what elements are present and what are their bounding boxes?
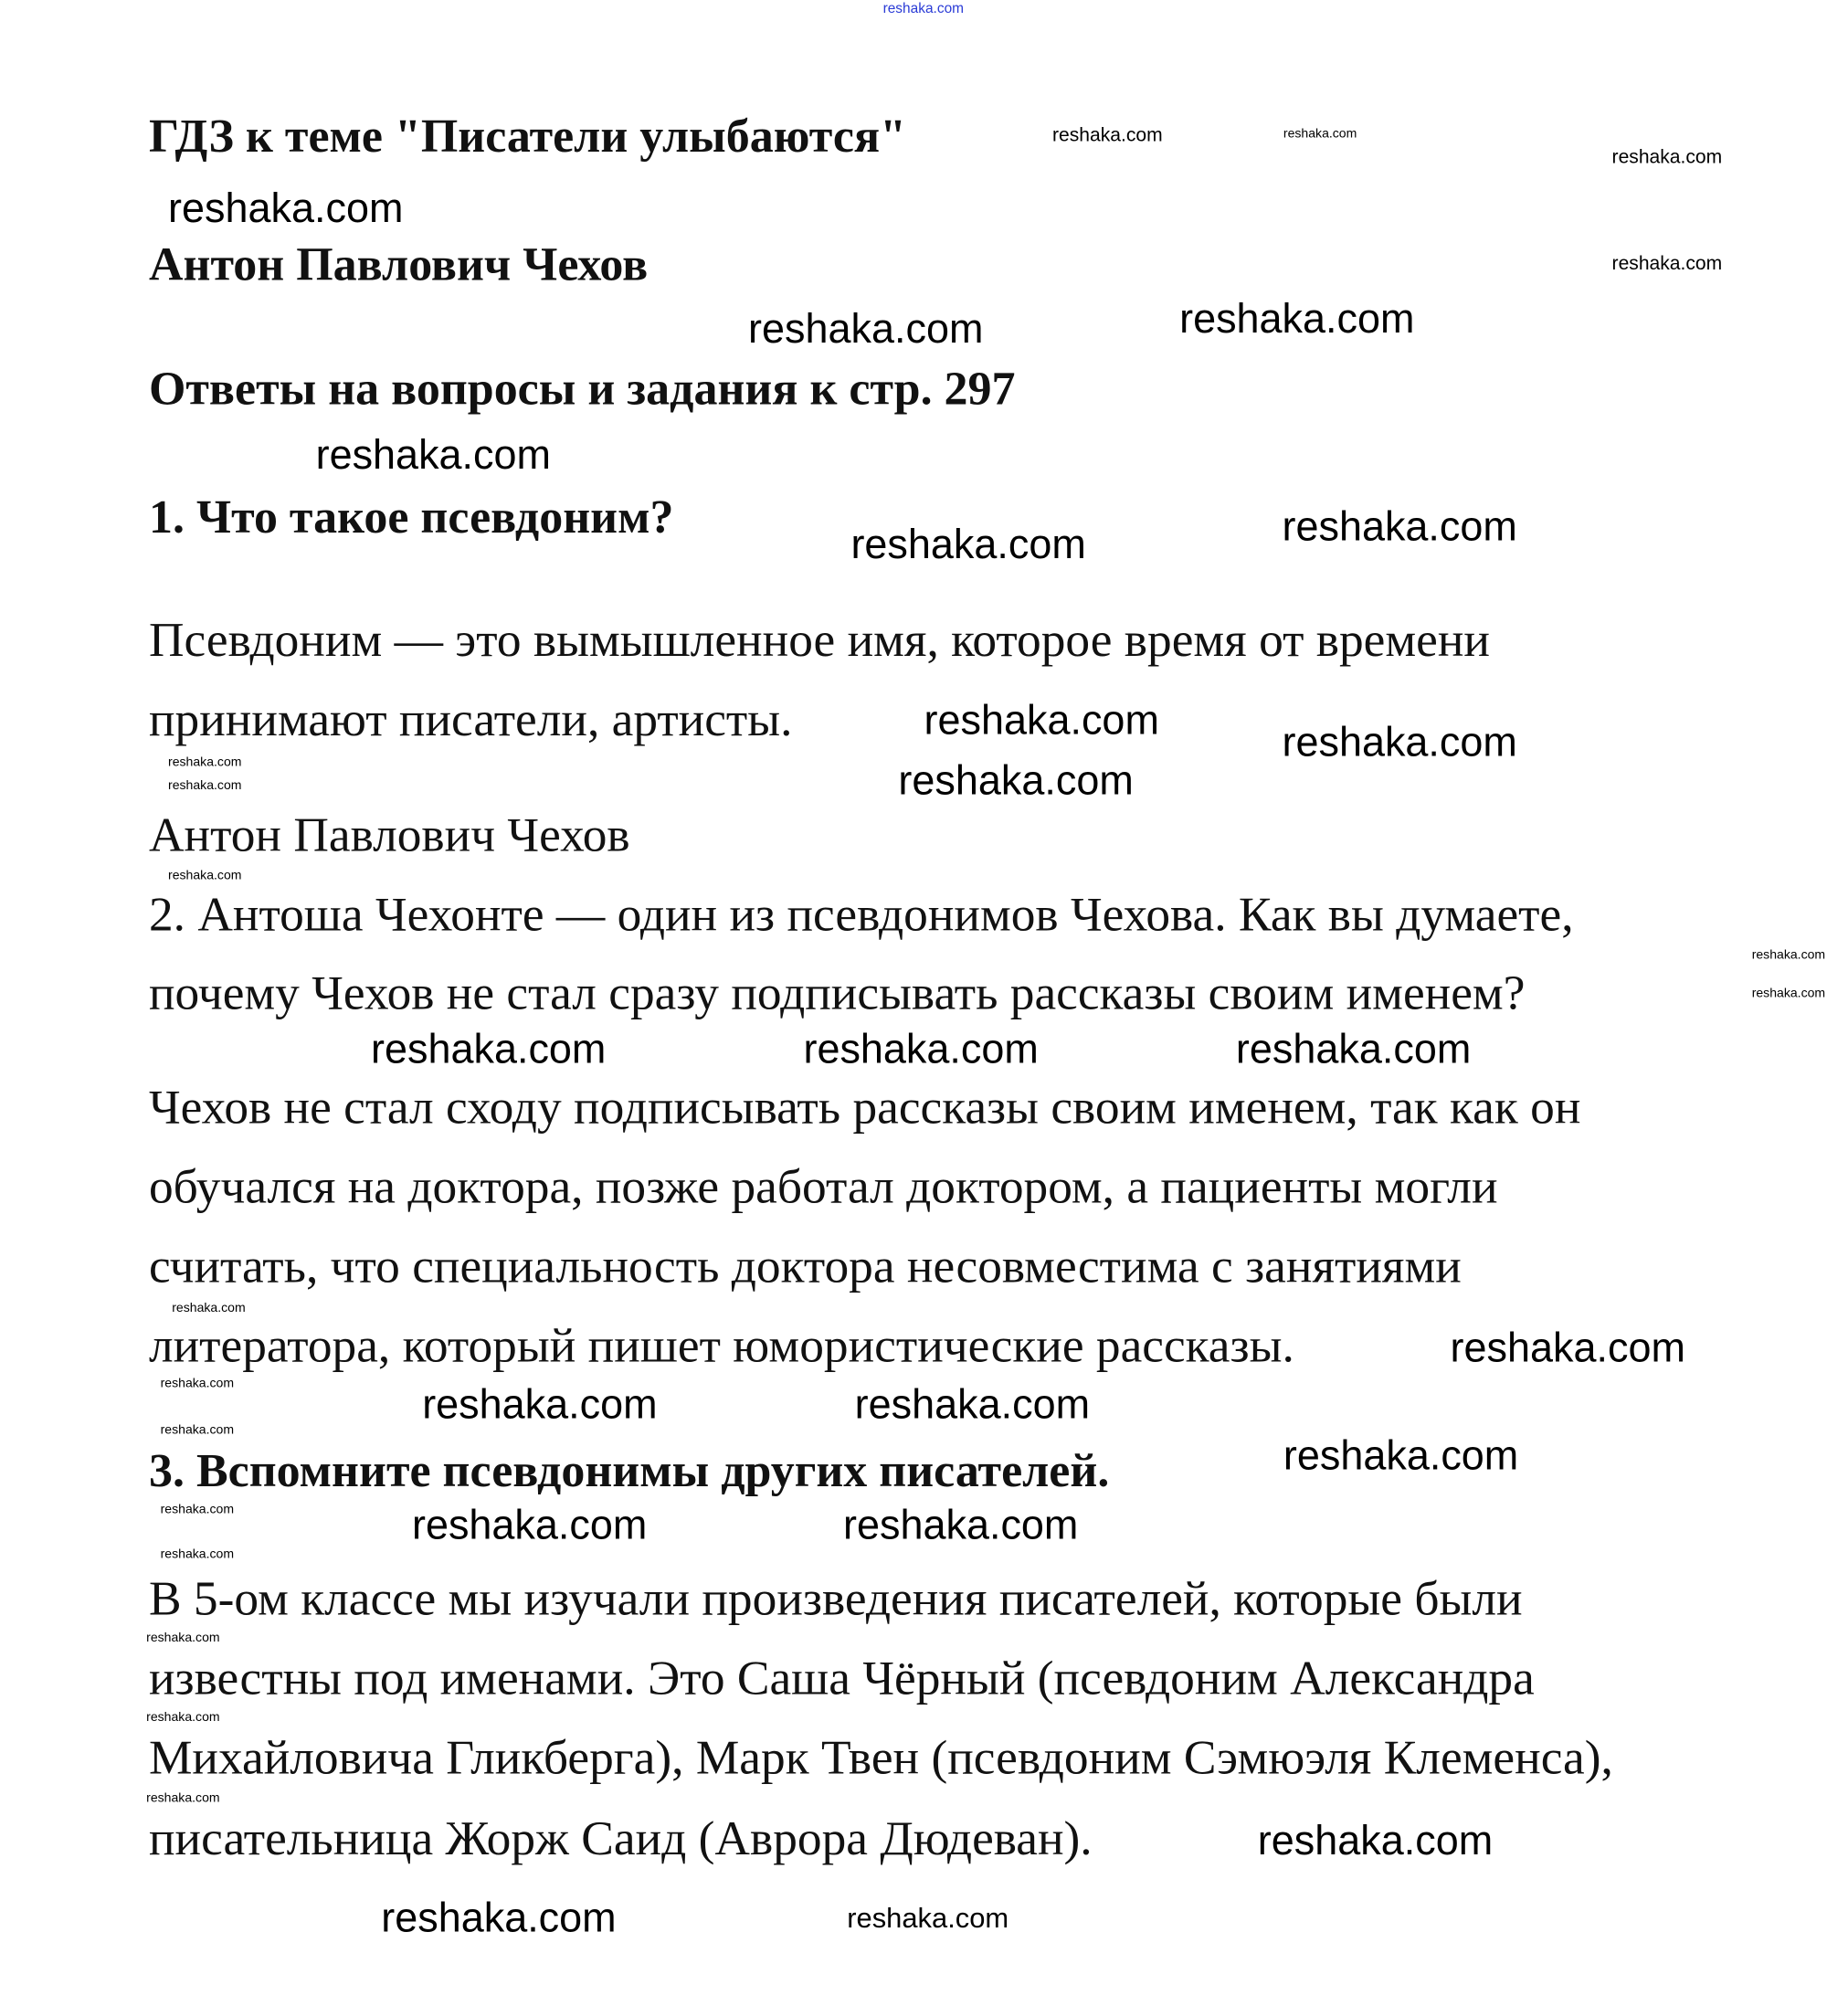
answer-3-line: писательница Жорж Саид (Аврора Дюдеван). [148,1811,1093,1866]
watermark: reshaka.com [803,1025,1039,1072]
watermark: reshaka.com [854,1380,1091,1428]
watermark: reshaka.com [168,869,242,883]
watermark: reshaka.com [1751,987,1826,1001]
watermark: reshaka.com [847,1902,1009,1935]
watermark: reshaka.com [160,1503,235,1517]
watermark: reshaka.com [381,1894,617,1941]
watermark: reshaka.com [1052,124,1163,147]
watermark: reshaka.com [315,431,551,478]
answer-3-line: известны под именами. Это Саша Чёрный (псевдоним Александра [148,1652,1535,1706]
answer-3-line: Михайловича Гликберга), Марк Твен (псевдоним Сэмюэля Клеменса), [148,1731,1613,1786]
watermark: reshaka.com [1235,1025,1472,1072]
watermark: reshaka.com [748,305,984,352]
watermark: reshaka.com [160,1423,235,1438]
watermark: reshaka.com [882,1,965,17]
watermark: reshaka.com [172,1301,246,1316]
watermark: reshaka.com [1283,1431,1519,1479]
author-heading: Антон Павлович Чехов [148,238,649,291]
watermark: reshaka.com [146,1631,220,1646]
page-title: ГДЗ к теме "Писатели улыбаются" [148,110,906,164]
watermark: reshaka.com [371,1025,607,1072]
answer-1-line: Псевдоним — это вымышленное имя, которое время от времени [148,613,1490,668]
watermark: reshaka.com [1282,502,1517,550]
watermark: reshaka.com [1611,252,1723,275]
watermark: reshaka.com [422,1380,658,1428]
answer-2-line: считать, что специальность доктора несовместима с занятиями [148,1240,1462,1294]
answer-2-line: Чехов не стал сходу подписывать рассказы своим именем, так как он [148,1080,1581,1135]
watermark: reshaka.com [146,1791,220,1806]
watermark: reshaka.com [411,1501,648,1548]
watermark: reshaka.com [168,185,404,231]
question-2-line: 2. Антоша Чехонте — один из псевдонимов Чехова. Как вы думаете, [148,888,1574,943]
watermark: reshaka.com [898,756,1134,804]
watermark: reshaka.com [1282,718,1517,765]
question-2-line: почему Чехов не стал сразу подписывать рассказы своим именем? [148,966,1526,1020]
watermark: reshaka.com [924,696,1159,744]
answer-2-line: литератора, который пишет юмористические рассказы. [148,1319,1294,1374]
watermark: reshaka.com [1450,1324,1685,1371]
watermark: reshaka.com [1751,948,1826,963]
question-3: 3. Вспомните псевдонимы других писателей. [148,1444,1110,1498]
author-line: Антон Павлович Чехов [148,808,630,863]
question-1: 1. Что такое псевдоним? [148,491,674,544]
answer-2-line: обучался на доктора, позже работал доктором, а пациенты могли [148,1160,1498,1215]
answer-3-line: В 5-ом классе мы изучали произведения писателей, которые были [148,1572,1523,1627]
section-heading: Ответы на вопросы и задания к стр. 297 [148,363,1016,417]
watermark: reshaka.com [1283,127,1357,142]
watermark: reshaka.com [168,755,242,770]
watermark: reshaka.com [146,1710,220,1726]
watermark: reshaka.com [1257,1817,1494,1863]
watermark: reshaka.com [843,1501,1079,1548]
answer-1-line: принимают писатели, артисты. [148,692,793,747]
watermark: reshaka.com [1611,146,1723,169]
watermark: reshaka.com [850,521,1086,567]
watermark: reshaka.com [1179,295,1415,342]
watermark: reshaka.com [160,1377,235,1391]
watermark: reshaka.com [168,778,242,794]
watermark: reshaka.com [160,1547,235,1562]
